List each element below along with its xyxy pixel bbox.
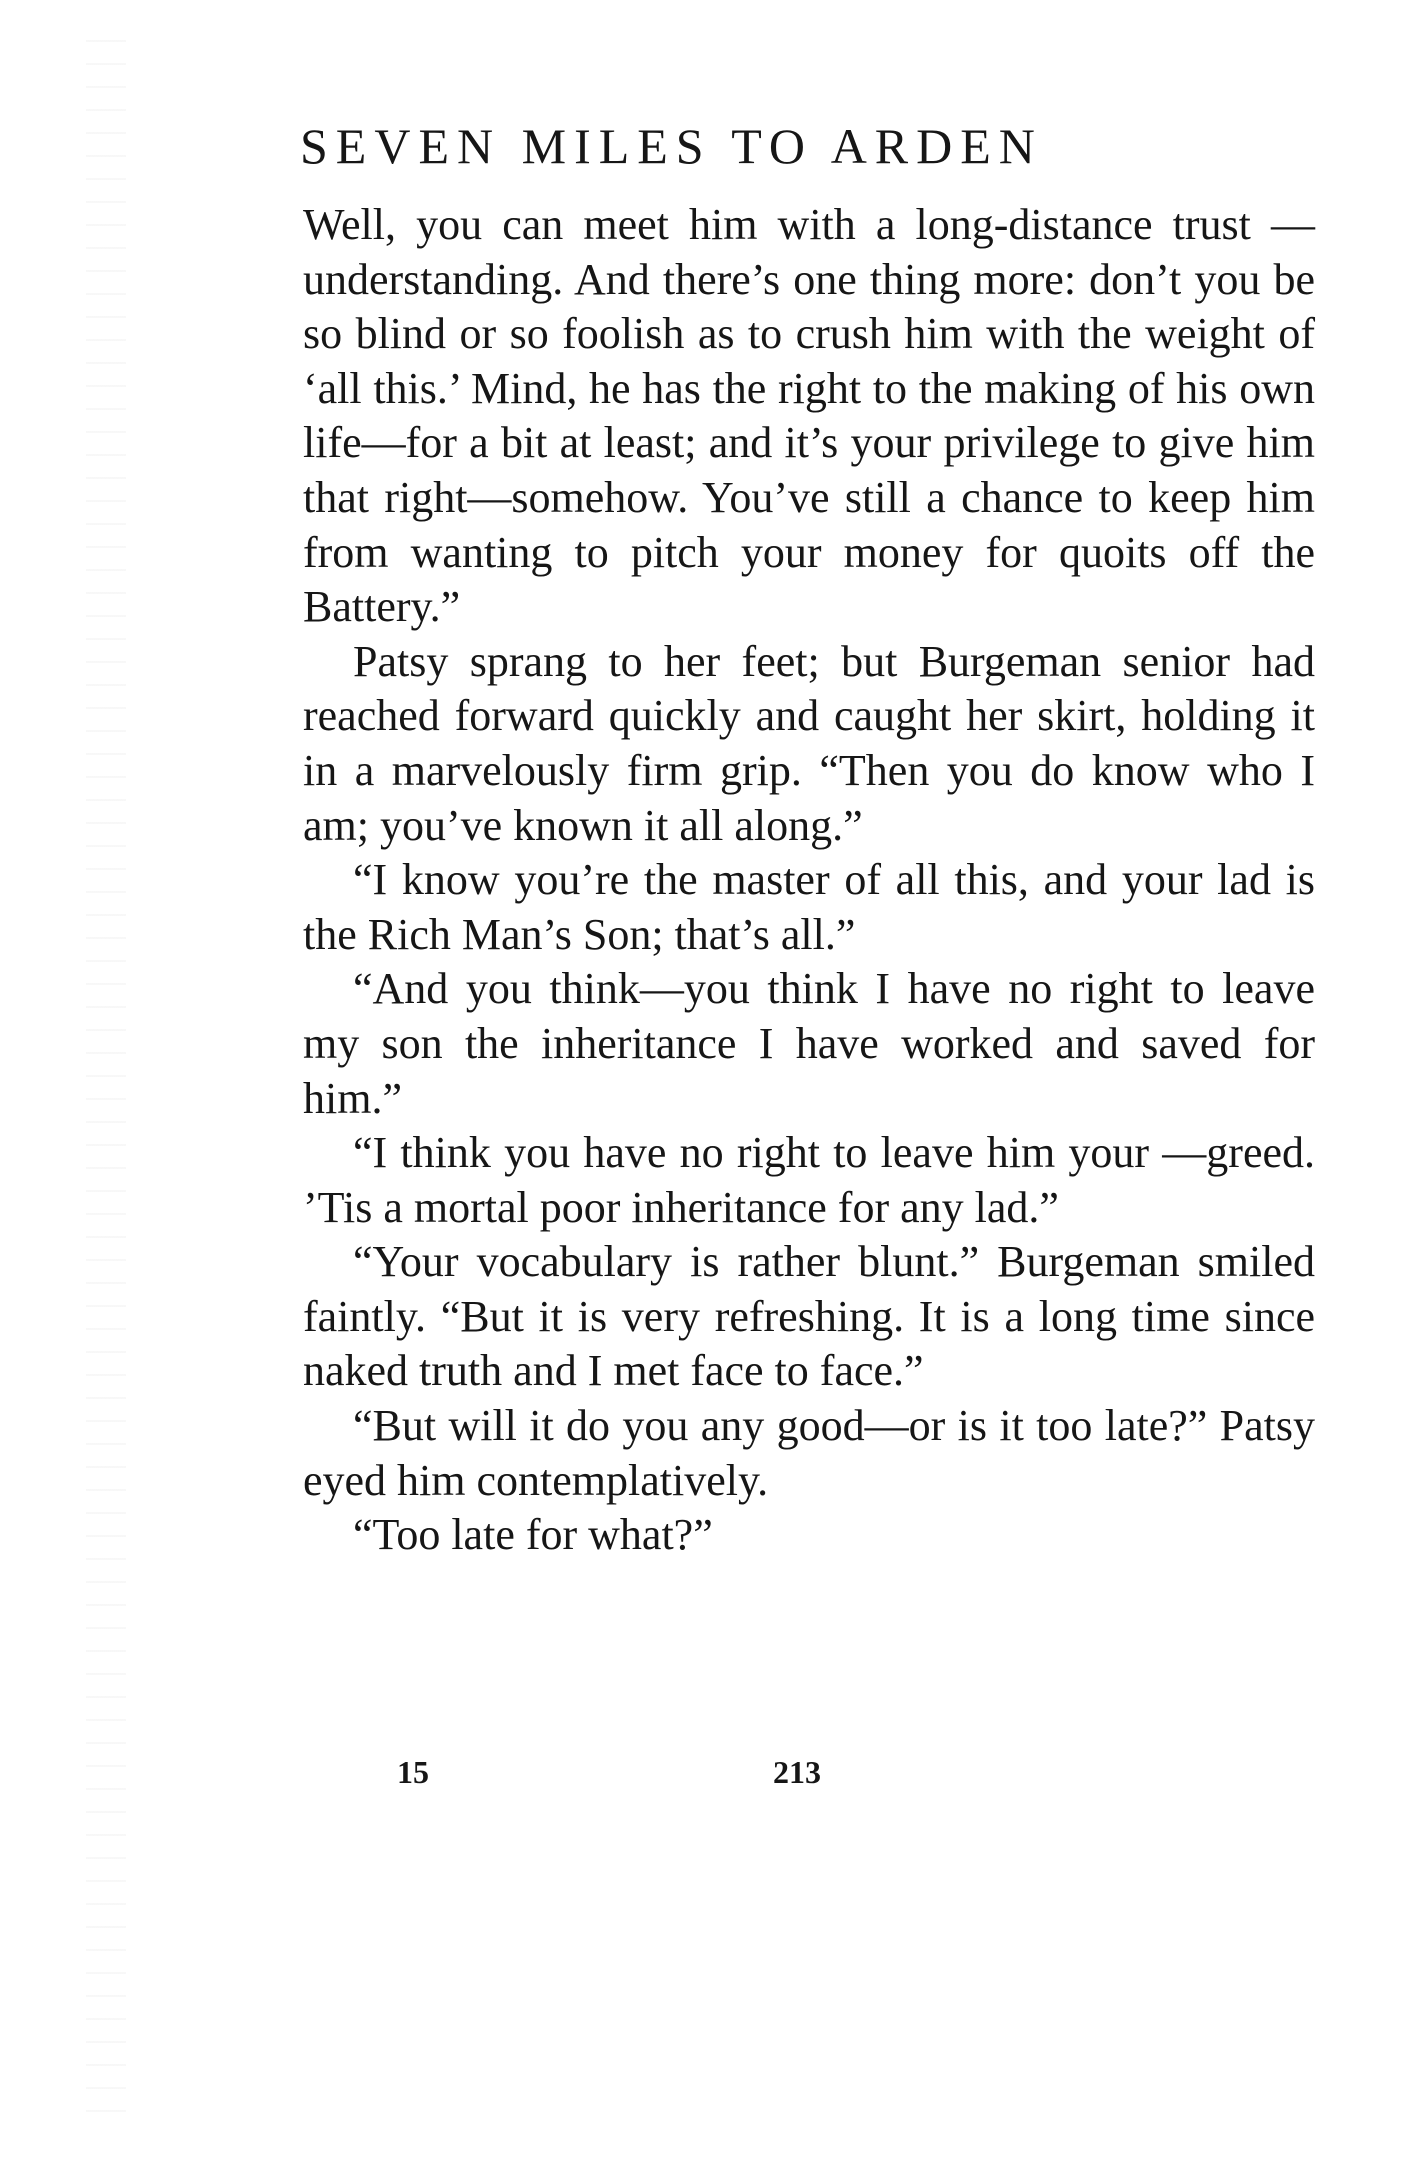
running-head: SEVEN MILES TO ARDEN [300,118,1043,174]
paragraph: “I think you have no right to leave him your —greed. ’Tis a mortal poor inheritance for any lad.” [303,1128,1315,1232]
paragraph: “But will it do you any good—or is it too late?” Patsy eyed him contemplatively. [303,1401,1315,1505]
paragraph: Well, you can meet him with a long-distance trust —understanding. And there’s one thing more: don’t you be so blind or so foolish as to crush him with the weight of ‘all this.’ Mind, he has the right to the making of his own life—for a bit at least; and it’s your privilege to give him that right—somehow. You’ve still a chance to keep him from wanting to pitch your money for quoits off the Battery.” [303,200,1315,632]
paragraph: “Your vocabulary is rather blunt.” Burgeman smiled faintly. “But it is very refreshing. It is a long time since naked truth and I met face to face.” [303,1237,1315,1396]
body-text [303,198,1315,1563]
paragraph: “Too late for what?” [353,1510,713,1560]
scan-edge-speckle [86,40,126,2120]
paragraph: “And you think—you think I have no right to leave my son the inheritance I have worked and saved for him.” [303,964,1315,1123]
paragraph: “I know you’re the master of all this, and your lad is the Rich Man’s Son; that’s all.” [303,855,1315,959]
paragraph: Patsy sprang to her feet; but Burgeman senior had reached forward quickly and caught her skirt, holding it in a marvelously firm grip. “Then you do know who I am; you’ve known it all along.” [303,636,1315,850]
page-number: 213 [773,1754,821,1790]
signature-mark: 15 [397,1754,429,1790]
